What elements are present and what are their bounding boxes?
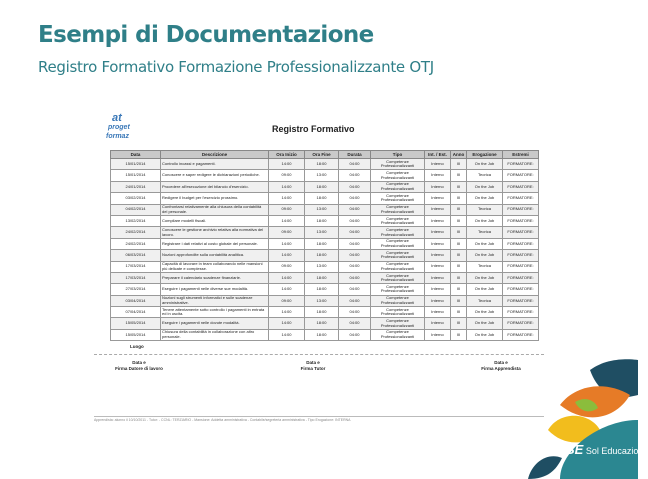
table-cell: 14:00 [269, 329, 305, 340]
table-cell: Competenze Professionalizzanti [371, 272, 425, 283]
table-cell: FORMATORE: [503, 261, 539, 272]
table-cell: 27/03/2014 [111, 284, 161, 295]
col-header: Estremi [503, 151, 539, 159]
table-cell: Competenze Professionalizzanti [371, 329, 425, 340]
table-cell: Interno [425, 170, 451, 181]
table-cell: 09:00 [269, 227, 305, 238]
table-cell: 04:00 [339, 261, 371, 272]
col-header: Int. / Est. [425, 151, 451, 159]
table-cell: Competenze Professionalizzanti [371, 295, 425, 306]
table-cell: 14:00 [269, 238, 305, 249]
table-cell: Interno [425, 272, 451, 283]
table-cell: III [451, 250, 467, 261]
table-cell: 14:00 [269, 307, 305, 318]
table-cell: III [451, 193, 467, 204]
table-cell: 04/02/2014 [111, 204, 161, 215]
table-cell: 24/02/2014 [111, 238, 161, 249]
table-cell: 18:00 [305, 238, 339, 249]
brand-text: Sol Educazione [585, 446, 648, 456]
table-cell: FORMATORE: [503, 193, 539, 204]
table-cell: Teorica [467, 227, 503, 238]
table-cell: 24/01/2014 [111, 181, 161, 192]
table-cell: 04:00 [339, 181, 371, 192]
table-cell: Interno [425, 307, 451, 318]
table-cell: 14:00 [269, 318, 305, 329]
table-cell: FORMATORE: [503, 272, 539, 283]
table-cell: FORMATORE: [503, 284, 539, 295]
table-cell: Chiusura della contabilità in collaborazione con altro personale. [161, 329, 269, 340]
logo-line-2: proget [108, 124, 130, 131]
table-cell: 18:00 [305, 215, 339, 226]
table-cell: On the Job [467, 307, 503, 318]
table-cell: 14:00 [269, 181, 305, 192]
table-cell: 18:00 [305, 307, 339, 318]
col-header: Ora Fine [305, 151, 339, 159]
table-cell: 14:00 [269, 193, 305, 204]
table-cell: 18:00 [305, 181, 339, 192]
signature-line1: Data e [494, 360, 508, 365]
table-cell: Interno [425, 318, 451, 329]
table-cell: III [451, 329, 467, 340]
table-cell: Eseguire i pagamenti nelle dovute modalità. [161, 318, 269, 329]
table-cell: III [451, 238, 467, 249]
table-cell: 04:00 [339, 170, 371, 181]
signature-line2: Firma Tutor [300, 366, 326, 371]
deco-shape-orange [560, 386, 630, 417]
table-cell: On the Job [467, 181, 503, 192]
table-cell: FORMATORE: [503, 215, 539, 226]
table-cell: 04:00 [339, 250, 371, 261]
table-cell: On the Job [467, 329, 503, 340]
table-cell: 09:00 [269, 170, 305, 181]
table-cell: Competenze Professionalizzanti [371, 193, 425, 204]
table-cell: Procedere all'esecuzione del bilancio d'esercizio. [161, 181, 269, 192]
signature-line1: Data e [306, 360, 320, 365]
table-cell: On the Job [467, 284, 503, 295]
table-cell: III [451, 261, 467, 272]
table-cell: 13:00 [305, 170, 339, 181]
table-cell: 09:00 [269, 261, 305, 272]
deco-shape-dark-left [528, 456, 562, 479]
table-cell: III [451, 284, 467, 295]
table-cell: Registrare i dati relativi al costo globale del personale. [161, 238, 269, 249]
table-cell: 17/03/2014 [111, 261, 161, 272]
table-cell: Competenze Professionalizzanti [371, 307, 425, 318]
table-cell: On the Job [467, 318, 503, 329]
brand-mark: SE [566, 442, 584, 457]
table-cell: Redigere il budget per l'esercizio prossimo. [161, 193, 269, 204]
table-cell: FORMATORE: [503, 329, 539, 340]
table-cell: 03/02/2014 [111, 193, 161, 204]
table-cell: FORMATORE: [503, 204, 539, 215]
table-cell: Competenze Professionalizzanti [371, 159, 425, 170]
table-cell: Capacità di lavorare in team collaborando nelle mansioni più delicate e complesse. [161, 261, 269, 272]
table-cell: Conoscere le gestione archivio relativa alla normativa del lavoro. [161, 227, 269, 238]
table-cell: 04:00 [339, 193, 371, 204]
table-cell: FORMATORE: [503, 170, 539, 181]
table-cell: III [451, 272, 467, 283]
col-header: Durata [339, 151, 371, 159]
table-cell: Teorica [467, 295, 503, 306]
table-cell: 15/01/2014 [111, 170, 161, 181]
table-cell: Interno [425, 181, 451, 192]
logo-line-1: at [112, 112, 122, 124]
table-cell: FORMATORE: [503, 318, 539, 329]
table-cell: 09:00 [269, 295, 305, 306]
table-cell: III [451, 307, 467, 318]
table-cell: On the Job [467, 215, 503, 226]
table-cell: On the Job [467, 250, 503, 261]
table-cell: 13:00 [305, 204, 339, 215]
table-cell: 04:00 [339, 307, 371, 318]
table-cell: FORMATORE: [503, 159, 539, 170]
table-cell: 04:00 [339, 295, 371, 306]
table-cell: 04:00 [339, 318, 371, 329]
table-cell: On the Job [467, 159, 503, 170]
table-cell: 04:00 [339, 159, 371, 170]
col-header: Anno [451, 151, 467, 159]
table-cell: 04:00 [339, 329, 371, 340]
slide-title: Esempi di Documentazione [38, 22, 374, 48]
table-cell: 14:00 [269, 284, 305, 295]
table-cell: III [451, 159, 467, 170]
table-cell: 18:00 [305, 272, 339, 283]
table-cell: 14:00 [269, 272, 305, 283]
table-cell: 18:00 [305, 159, 339, 170]
table-cell: Conoscere e saper redigere le dichiarazioni periodiche. [161, 170, 269, 181]
table-cell: Preparare il calendario scadenze finanziarie. [161, 272, 269, 283]
table-cell: Nozioni approfondite sulla contabilità analitica. [161, 250, 269, 261]
table-cell: 14:00 [269, 250, 305, 261]
table-cell: Competenze Professionalizzanti [371, 204, 425, 215]
table-cell: 18:00 [305, 318, 339, 329]
table-cell: 18:00 [305, 193, 339, 204]
table-cell: 18:00 [305, 284, 339, 295]
luogo-label: Luogo [130, 344, 144, 349]
table-cell: Competenze Professionalizzanti [371, 238, 425, 249]
logo-line-3: formaz [106, 133, 129, 140]
table-cell: Interno [425, 215, 451, 226]
table-cell: 09:00 [269, 204, 305, 215]
signature-line1: Data e [132, 360, 146, 365]
table-cell: Interno [425, 284, 451, 295]
table-cell: On the Job [467, 193, 503, 204]
table-cell: Competenze Professionalizzanti [371, 250, 425, 261]
table-cell: III [451, 181, 467, 192]
table-cell: 03/04/2014 [111, 295, 161, 306]
table-cell: III [451, 227, 467, 238]
table-cell: 04:00 [339, 284, 371, 295]
table-cell: 18:00 [305, 250, 339, 261]
table-cell: III [451, 215, 467, 226]
table-cell: Competenze Professionalizzanti [371, 227, 425, 238]
table-cell: 07/04/2014 [111, 307, 161, 318]
table-cell: 13:00 [305, 295, 339, 306]
table-cell: 13:00 [305, 227, 339, 238]
table-cell: 15/01/2014 [111, 159, 161, 170]
signature-line2: Firma Apprendista [481, 366, 521, 371]
table-cell: FORMATORE: [503, 181, 539, 192]
table-cell: 04:00 [339, 227, 371, 238]
table-cell: Compilare modelli fiscali. [161, 215, 269, 226]
table-cell: FORMATORE: [503, 295, 539, 306]
table-cell: On the Job [467, 238, 503, 249]
table-cell: Competenze Professionalizzanti [371, 215, 425, 226]
table-cell: Interno [425, 227, 451, 238]
brand-logo [566, 442, 648, 457]
table-cell: FORMATORE: [503, 307, 539, 318]
table-cell: Competenze Professionalizzanti [371, 170, 425, 181]
table-cell: Teorica [467, 170, 503, 181]
signature-line2: Firma Datore di lavoro [115, 366, 163, 371]
table-cell: 15/05/2014 [111, 329, 161, 340]
table-cell: Competenze Professionalizzanti [371, 284, 425, 295]
table-cell: 15/05/2014 [111, 318, 161, 329]
table-cell: Interno [425, 250, 451, 261]
table-cell: 24/02/2014 [111, 227, 161, 238]
table-cell: 18:00 [305, 329, 339, 340]
table-cell: Eseguire i pagamenti nelle diverse sue modalità. [161, 284, 269, 295]
col-header: Tipo [371, 151, 425, 159]
table-cell: III [451, 318, 467, 329]
col-header: Erogazione [467, 151, 503, 159]
table-cell: Competenze Professionalizzanti [371, 318, 425, 329]
col-header: Ora Inizio [269, 151, 305, 159]
table-cell: III [451, 170, 467, 181]
table-cell: Interno [425, 261, 451, 272]
table-cell: Teorica [467, 204, 503, 215]
col-header: Descrizione [161, 151, 269, 159]
col-header: Data [111, 151, 161, 159]
table-cell: Controllo incassi e pagamenti. [161, 159, 269, 170]
table-cell: III [451, 295, 467, 306]
table-cell: 17/03/2014 [111, 272, 161, 283]
table-cell: Nozioni sugli strumenti informatici e sulle scadenze amministrative. [161, 295, 269, 306]
table-cell: 04:00 [339, 204, 371, 215]
table-cell: Interno [425, 238, 451, 249]
table-cell: Tenere attentamente sotto controllo i pagamenti in entrata ed in uscita. [161, 307, 269, 318]
table-cell: 13/02/2014 [111, 215, 161, 226]
table-cell: 14:00 [269, 215, 305, 226]
table-cell: III [451, 204, 467, 215]
document-footer: Apprendista: alunno il 10/10/2011 - Tutor: - CCNL: TERZIARIO - Mansione: Addetta amministrativa - Contabile/segreteria amministrativa - Tipo Erogazione: INTERNA [94, 418, 351, 422]
table-cell: On the Job [467, 272, 503, 283]
table-cell: Interno [425, 193, 451, 204]
table-cell: FORMATORE: [503, 227, 539, 238]
table-cell: 04:00 [339, 238, 371, 249]
slide-subtitle: Registro Formativo Formazione Professionalizzante OTJ [38, 58, 434, 76]
table-cell: 04:00 [339, 215, 371, 226]
table-cell: Interno [425, 204, 451, 215]
document-title: Registro Formativo [272, 124, 355, 134]
table-cell: FORMATORE: [503, 238, 539, 249]
table-cell: Competenze Professionalizzanti [371, 181, 425, 192]
table-cell: 14:00 [269, 159, 305, 170]
table-cell: 04:00 [339, 272, 371, 283]
table-cell: 13:00 [305, 261, 339, 272]
table-cell: Interno [425, 295, 451, 306]
table-cell: Teorica [467, 261, 503, 272]
table-cell: FORMATORE: [503, 250, 539, 261]
table-cell: Competenze Professionalizzanti [371, 261, 425, 272]
table-cell: 06/03/2014 [111, 250, 161, 261]
table-cell: Confrontarsi relativamente alla chiusura della contabilità del personale. [161, 204, 269, 215]
table-cell: Interno [425, 159, 451, 170]
table-cell: Interno [425, 329, 451, 340]
